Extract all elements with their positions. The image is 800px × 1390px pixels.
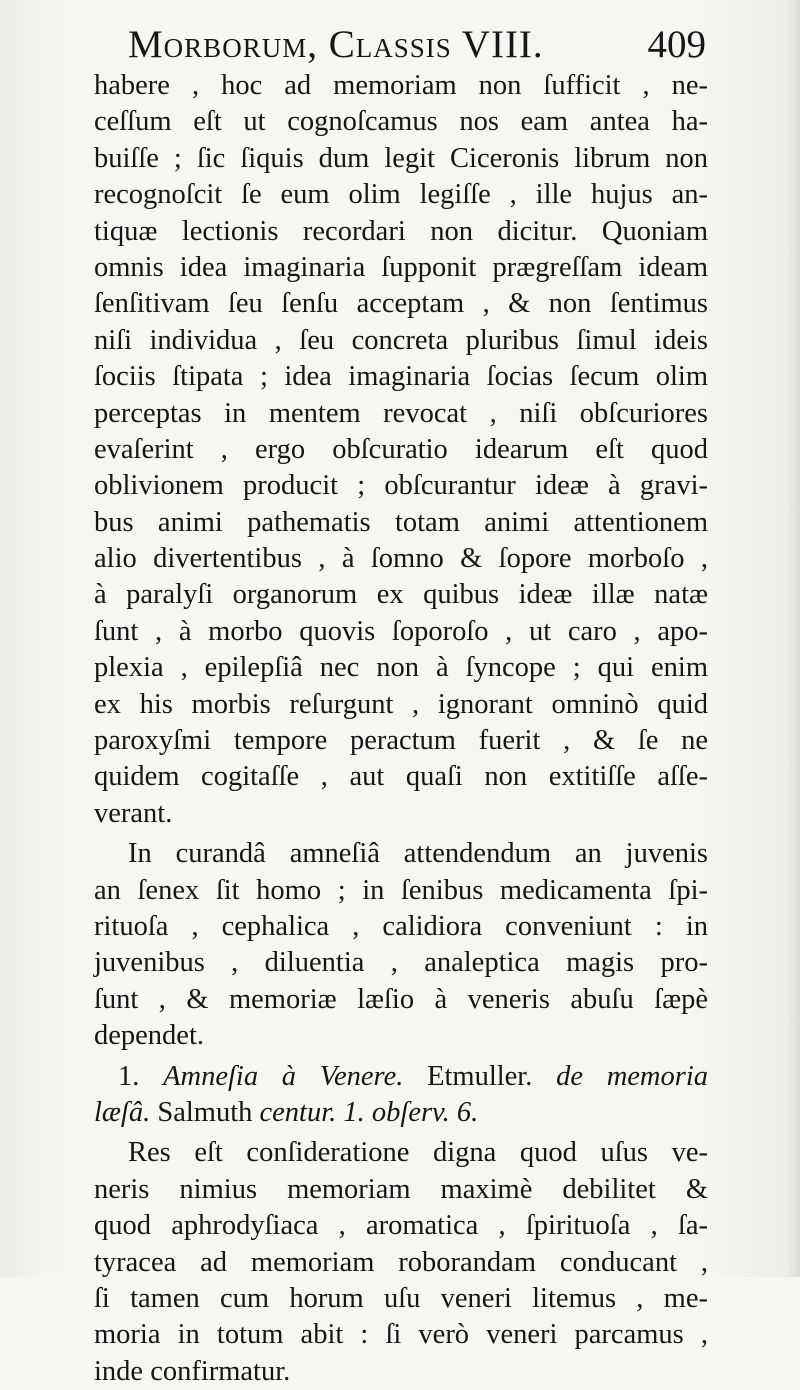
- text-line: verant.: [94, 797, 173, 829]
- text-line: oblivionem producit ; obſcurantur ideæ à gravi-: [94, 470, 708, 502]
- text-line: ex his morbis reſurgunt , ignorant omninò quid: [94, 688, 708, 720]
- text-line: ſociis ſtipata ; idea imaginaria ſocias ſecum olim: [94, 361, 708, 393]
- text-line: bus animi pathematis totam animi attentionem: [94, 506, 708, 538]
- running-title: Morborum, Classis VIII.: [128, 23, 544, 66]
- text-line: ſi tamen cum horum uſu veneri litemus , me-: [94, 1282, 708, 1314]
- text-line: inde confirmatur.: [94, 1355, 291, 1387]
- text-line: rituoſa , cephalica , calidiora conveniunt : in: [94, 910, 708, 942]
- text-line: juvenibus , diluentia , analeptica magis pro-: [94, 947, 708, 979]
- body-text: [94, 68, 708, 1390]
- text-line: In curandâ amneſiâ attendendum an juvenis: [128, 838, 708, 870]
- paragraph-treatment: [94, 836, 708, 1054]
- species-reference: læſâ.: [94, 1096, 151, 1128]
- text-line: [94, 1095, 708, 1131]
- running-header: [128, 22, 718, 68]
- text-line: tiquæ lectionis recordari non dicitur. Quoniam: [94, 215, 708, 247]
- text-line: neris nimius memoriam maximè debilitet &: [94, 1173, 708, 1205]
- text-line: à paralyſi organorum ex quibus ideæ illæ natæ: [94, 579, 708, 611]
- text-line: ceſſum eſt ut cognoſcamus nos eam antea ha-: [94, 106, 708, 138]
- text-line: perceptas in mentem revocat , niſi obſcuriores: [94, 397, 708, 429]
- text-line: an ſenex ſit homo ; in ſenibus medicamenta ſpi-: [94, 874, 708, 906]
- species-heading: [94, 1059, 708, 1132]
- text-line: dependet.: [94, 1020, 204, 1052]
- species-number: 1.: [118, 1060, 140, 1092]
- text-line: evaſerint , ergo obſcuratio idearum eſt quod: [94, 433, 708, 465]
- text-line: quod aphrodyſiaca , aromatica , ſpirituoſa , ſa-: [94, 1210, 708, 1242]
- species-author: Salmuth: [157, 1096, 253, 1128]
- text-line: ſunt , à morbo quovis ſoporoſo , ut caro , apo-: [94, 615, 708, 647]
- text-line: buiſſe ; ſic ſiquis dum legit Ciceronis librum non: [94, 142, 708, 174]
- text-line: moria in totum abit : ſi verò veneri parcamus ,: [94, 1319, 708, 1351]
- text-line: habere , hoc ad memoriam non ſufficit , ne-: [94, 70, 708, 101]
- page-edge-shadow: [786, 0, 800, 1277]
- text-line: ſenſitivam ſeu ſenſu acceptam , & non ſentimus: [94, 288, 708, 320]
- text-line: plexia , epilepſiâ nec non à ſyncope ; qui enim: [94, 652, 708, 684]
- text-line: tyracea ad memoriam roborandam conducant ,: [94, 1246, 708, 1278]
- paragraph-etiology: [94, 68, 708, 832]
- text-line: niſi individua , ſeu concreta pluribus ſimul ideis: [94, 324, 708, 356]
- text-line: omnis idea imaginaria ſupponit prægreſſam ideam: [94, 251, 708, 283]
- text-line: alio divertentibus , à ſomno & ſopore morboſo ,: [94, 543, 708, 575]
- text-line: ſunt , & memoriæ læſio à veneris abuſu ſæpè: [94, 983, 708, 1015]
- species-name: Amneſia à Venere.: [163, 1060, 404, 1092]
- text-line: quidem cogitaſſe , aut quaſi non extitiſſe aſſe-: [94, 761, 708, 793]
- text-line: Res eſt conſideratione digna quod uſus ve-: [128, 1137, 708, 1169]
- text-line: paroxyſmi tempore peractum fuerit , & ſe ne: [94, 725, 708, 757]
- species-reference: de memoria: [556, 1060, 709, 1092]
- text-line: recognoſcit ſe eum olim legiſſe , ille hujus an-: [94, 179, 708, 211]
- species-author: Etmuller.: [427, 1060, 533, 1092]
- text-line: [94, 1059, 708, 1095]
- species-reference: centur. 1. obſerv. 6.: [259, 1096, 479, 1128]
- page-number: 409: [647, 23, 706, 66]
- paragraph-venere: [94, 1135, 708, 1390]
